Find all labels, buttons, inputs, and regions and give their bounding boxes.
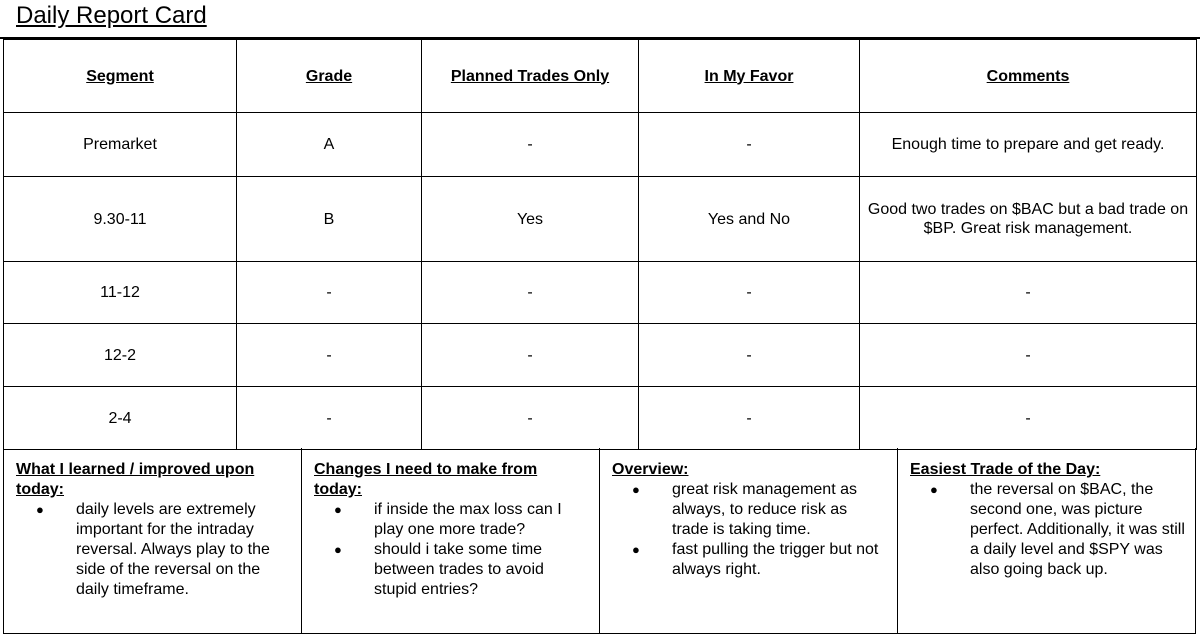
- cell-grade: B: [237, 177, 422, 262]
- notes-heading: What I learned / improved upon today:: [16, 461, 255, 498]
- notes-list: [16, 500, 291, 600]
- cell-planned: -: [422, 387, 639, 450]
- list-item: ● daily levels are extremely important for the intraday reversal. Always play to the side of the reversal on the daily timeframe.: [16, 500, 291, 600]
- table-row: [4, 113, 1197, 177]
- list-item: ● if inside the max loss can I play one more trade?: [314, 500, 589, 540]
- cell-favor: -: [639, 262, 860, 324]
- notes-list: [314, 500, 589, 600]
- notes-list: [612, 480, 887, 580]
- cell-segment: 2-4: [4, 387, 237, 450]
- list-item: ● should i take some time between trades to avoid stupid entries?: [314, 540, 589, 600]
- cell-grade: A: [237, 113, 422, 177]
- notes-learned: [4, 448, 302, 633]
- col-header-comments: Comments: [860, 40, 1197, 113]
- cell-grade: -: [237, 387, 422, 450]
- table-row: [4, 387, 1197, 450]
- cell-planned: -: [422, 262, 639, 324]
- col-header-planned: Planned Trades Only: [422, 40, 639, 113]
- cell-comments: Good two trades on $BAC but a bad trade on $BP. Great risk management.: [860, 177, 1197, 262]
- cell-segment: 12-2: [4, 324, 237, 387]
- cell-planned: -: [422, 113, 639, 177]
- cell-favor: Yes and No: [639, 177, 860, 262]
- notes-section: [3, 448, 1196, 634]
- header-row: [4, 40, 1197, 113]
- notes-overview: [600, 448, 898, 633]
- table-row: [4, 324, 1197, 387]
- table-row: [4, 177, 1197, 262]
- report-table: [3, 39, 1197, 450]
- cell-grade: -: [237, 262, 422, 324]
- cell-comments: Enough time to prepare and get ready.: [860, 113, 1197, 177]
- notes-changes: [302, 448, 600, 633]
- cell-favor: -: [639, 324, 860, 387]
- cell-favor: -: [639, 387, 860, 450]
- cell-favor: -: [639, 113, 860, 177]
- table-row: [4, 262, 1197, 324]
- col-header-segment: Segment: [4, 40, 237, 113]
- notes-heading: Easiest Trade of the Day:: [910, 461, 1101, 478]
- list-item: ● fast pulling the trigger but not always right.: [612, 540, 887, 580]
- list-item: ● the reversal on $BAC, the second one, was picture perfect. Additionally, it was still a daily level and $SPY was also going back up.: [910, 480, 1185, 580]
- cell-grade: -: [237, 324, 422, 387]
- cell-segment: 11-12: [4, 262, 237, 324]
- notes-list: [910, 480, 1185, 580]
- cell-comments: -: [860, 387, 1197, 450]
- col-header-favor: In My Favor: [639, 40, 860, 113]
- cell-comments: -: [860, 262, 1197, 324]
- notes-heading: Overview:: [612, 461, 689, 478]
- list-item: ● great risk management as always, to reduce risk as trade is taking time.: [612, 480, 887, 540]
- notes-heading: Changes I need to make from today:: [314, 461, 538, 498]
- cell-segment: Premarket: [4, 113, 237, 177]
- cell-segment: 9.30-11: [4, 177, 237, 262]
- col-header-grade: Grade: [237, 40, 422, 113]
- notes-easiest-trade: [898, 448, 1195, 633]
- cell-comments: -: [860, 324, 1197, 387]
- cell-planned: -: [422, 324, 639, 387]
- page-title: Daily Report Card: [16, 2, 207, 29]
- cell-planned: Yes: [422, 177, 639, 262]
